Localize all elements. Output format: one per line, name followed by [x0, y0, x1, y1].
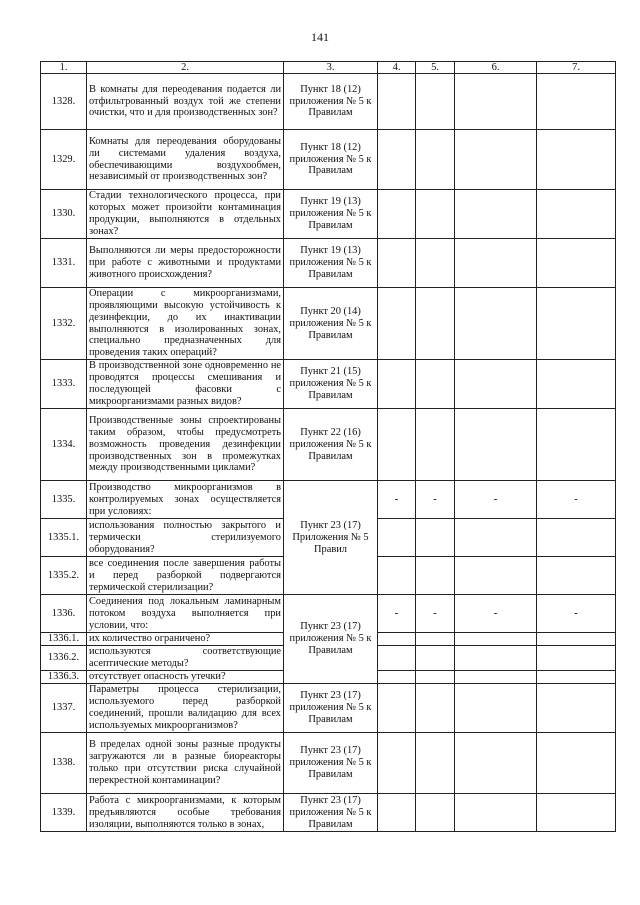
table-row: [41, 733, 616, 794]
answer-cell: [537, 519, 616, 557]
table-row: [41, 288, 616, 360]
not-applicable-dash: -: [537, 595, 616, 633]
row-number: 1336.: [41, 595, 87, 633]
answer-cell: [378, 74, 416, 130]
row-number: 1328.: [41, 74, 87, 130]
answer-cell: [537, 74, 616, 130]
answer-cell: [416, 557, 455, 595]
answer-cell: [537, 671, 616, 684]
table-row: [41, 595, 616, 633]
table-row: [41, 794, 616, 832]
answer-cell: [537, 130, 616, 190]
row-number: 1330.: [41, 190, 87, 239]
answer-cell: [378, 633, 416, 646]
answer-cell: [416, 190, 455, 239]
checklist-table: [40, 61, 616, 832]
requirement-question: Параметры процесса стерилизации, используемого перед разборкой соединений, прошли валидацию для всех используемых микроорганизмов?: [87, 684, 284, 733]
answer-cell: [416, 409, 455, 481]
answer-cell: [378, 288, 416, 360]
table-row: [41, 409, 616, 481]
answer-cell: [416, 239, 455, 288]
legal-reference: Пункт 22 (16) приложения № 5 к Правилам: [284, 409, 378, 481]
row-number: 1336.2.: [41, 646, 87, 671]
answer-cell: [378, 360, 416, 409]
requirement-question: все соединения после завершения работы и перед разборкой подвергаются термической стерилизации?: [87, 557, 284, 595]
answer-cell: [455, 190, 537, 239]
answer-cell: [416, 288, 455, 360]
answer-cell: [455, 74, 537, 130]
requirement-question: отсутствует опасность утечки?: [87, 671, 284, 684]
answer-cell: [416, 646, 455, 671]
row-number: 1334.: [41, 409, 87, 481]
answer-cell: [455, 646, 537, 671]
legal-reference: Пункт 23 (17) приложения № 5 к Правилам: [284, 684, 378, 733]
answer-cell: [378, 519, 416, 557]
requirement-question: Операции с микроорганизмами, проявляющими высокую устойчивость к дезинфекции, до их инактивации выполняются в изолированных зонах, специально предназначенных для проведения таких операций?: [87, 288, 284, 360]
answer-cell: [455, 733, 537, 794]
row-number: 1335.2.: [41, 557, 87, 595]
not-applicable-dash: -: [537, 481, 616, 519]
row-number: 1331.: [41, 239, 87, 288]
col-header: 1.: [41, 62, 87, 74]
col-header: 2.: [87, 62, 284, 74]
answer-cell: [537, 288, 616, 360]
table-row: [41, 684, 616, 733]
answer-cell: [378, 130, 416, 190]
answer-cell: [455, 794, 537, 832]
row-number: 1329.: [41, 130, 87, 190]
requirement-question: В комнаты для переодевания подается ли отфильтрованный воздух той же степени очистки, что и для производственных зон?: [87, 74, 284, 130]
not-applicable-dash: -: [416, 595, 455, 633]
header-row: [41, 62, 616, 74]
answer-cell: [455, 409, 537, 481]
answer-cell: [455, 239, 537, 288]
row-number: 1338.: [41, 733, 87, 794]
answer-cell: [378, 671, 416, 684]
answer-cell: [455, 684, 537, 733]
requirement-question: их количество ограничено?: [87, 633, 284, 646]
not-applicable-dash: -: [416, 481, 455, 519]
table-row: [41, 239, 616, 288]
answer-cell: [537, 557, 616, 595]
answer-cell: [378, 794, 416, 832]
answer-cell: [378, 646, 416, 671]
answer-cell: [378, 239, 416, 288]
row-number: 1336.3.: [41, 671, 87, 684]
col-header: 6.: [455, 62, 537, 74]
answer-cell: [455, 557, 537, 595]
answer-cell: [378, 190, 416, 239]
requirement-question: Производственные зоны спроектированы таким образом, чтобы предусмотреть возможность проведения дезинфекции производственных зон в промежутках между производственными циклами?: [87, 409, 284, 481]
answer-cell: [416, 794, 455, 832]
legal-reference: Пункт 18 (12) приложения № 5 к Правилам: [284, 74, 378, 130]
answer-cell: [416, 519, 455, 557]
col-header: 5.: [416, 62, 455, 74]
answer-cell: [537, 633, 616, 646]
legal-reference: Пункт 23 (17) приложения № 5 к Правилам: [284, 595, 378, 684]
answer-cell: [416, 671, 455, 684]
row-number: 1336.1.: [41, 633, 87, 646]
col-header: 7.: [537, 62, 616, 74]
answer-cell: [416, 684, 455, 733]
requirement-question: Комнаты для переодевания оборудованы ли системами удаления воздуха, обеспечивающими воздухообмен, независимый от производственных зон?: [87, 130, 284, 190]
requirement-question: Стадии технологического процесса, при которых может произойти контаминация продукции, выполняются в отдельных зонах?: [87, 190, 284, 239]
requirement-question: использования полностью закрытого и термически стерилизуемого оборудования?: [87, 519, 284, 557]
table-row: [41, 130, 616, 190]
answer-cell: [416, 733, 455, 794]
requirement-question: Производство микроорганизмов в контролируемых зонах осуществляется при условиях:: [87, 481, 284, 519]
answer-cell: [537, 239, 616, 288]
answer-cell: [416, 360, 455, 409]
legal-reference: Пункт 18 (12) приложения № 5 к Правилам: [284, 130, 378, 190]
answer-cell: [455, 288, 537, 360]
answer-cell: [416, 74, 455, 130]
answer-cell: [416, 130, 455, 190]
table-row: [41, 360, 616, 409]
table-row: [41, 74, 616, 130]
answer-cell: [455, 519, 537, 557]
requirement-question: Работа с микроорганизмами, к которым предъявляются особые требования изоляции, выполняются только в зонах,: [87, 794, 284, 832]
answer-cell: [378, 557, 416, 595]
answer-cell: [537, 794, 616, 832]
answer-cell: [378, 409, 416, 481]
col-header: 4.: [378, 62, 416, 74]
not-applicable-dash: -: [455, 481, 537, 519]
legal-reference: Пункт 19 (13) приложения № 5 к Правилам: [284, 239, 378, 288]
row-number: 1333.: [41, 360, 87, 409]
table-row: [41, 481, 616, 519]
answer-cell: [378, 733, 416, 794]
requirement-question: В пределах одной зоны разные продукты загружаются ли в разные биореакторы только при отсутствии риска случайной перекрестной контаминации?: [87, 733, 284, 794]
answer-cell: [537, 190, 616, 239]
answer-cell: [537, 684, 616, 733]
page-number: 141: [311, 30, 329, 44]
row-number: 1335.: [41, 481, 87, 519]
requirement-question: В производственной зоне одновременно не проводятся процессы смешивания и последующей фасовки с микроорганизмами разных видов?: [87, 360, 284, 409]
legal-reference: Пункт 23 (17) приложения № 5 к Правилам: [284, 794, 378, 832]
row-number: 1337.: [41, 684, 87, 733]
not-applicable-dash: -: [378, 595, 416, 633]
answer-cell: [455, 671, 537, 684]
answer-cell: [537, 360, 616, 409]
answer-cell: [537, 646, 616, 671]
answer-cell: [537, 733, 616, 794]
legal-reference: Пункт 19 (13) приложения № 5 к Правилам: [284, 190, 378, 239]
row-number: 1332.: [41, 288, 87, 360]
requirement-question: используются соответствующие асептические методы?: [87, 646, 284, 671]
row-number: 1335.1.: [41, 519, 87, 557]
legal-reference: Пункт 21 (15) приложения № 5 к Правилам: [284, 360, 378, 409]
requirement-question: Выполняются ли меры предосторожности при работе с животными и продуктами животного происхождения?: [87, 239, 284, 288]
requirement-question: Соединения под локальным ламинарным потоком воздуха выполняется при условии, что:: [87, 595, 284, 633]
answer-cell: [416, 633, 455, 646]
answer-cell: [537, 409, 616, 481]
row-number: 1339.: [41, 794, 87, 832]
answer-cell: [455, 130, 537, 190]
legal-reference: Пункт 23 (17) Приложения № 5 Правил: [284, 481, 378, 595]
not-applicable-dash: -: [455, 595, 537, 633]
table-row: [41, 190, 616, 239]
not-applicable-dash: -: [378, 481, 416, 519]
answer-cell: [455, 633, 537, 646]
legal-reference: Пункт 20 (14) приложения № 5 к Правилам: [284, 288, 378, 360]
answer-cell: [378, 684, 416, 733]
answer-cell: [455, 360, 537, 409]
legal-reference: Пункт 23 (17) приложения № 5 к Правилам: [284, 733, 378, 794]
col-header: 3.: [284, 62, 378, 74]
